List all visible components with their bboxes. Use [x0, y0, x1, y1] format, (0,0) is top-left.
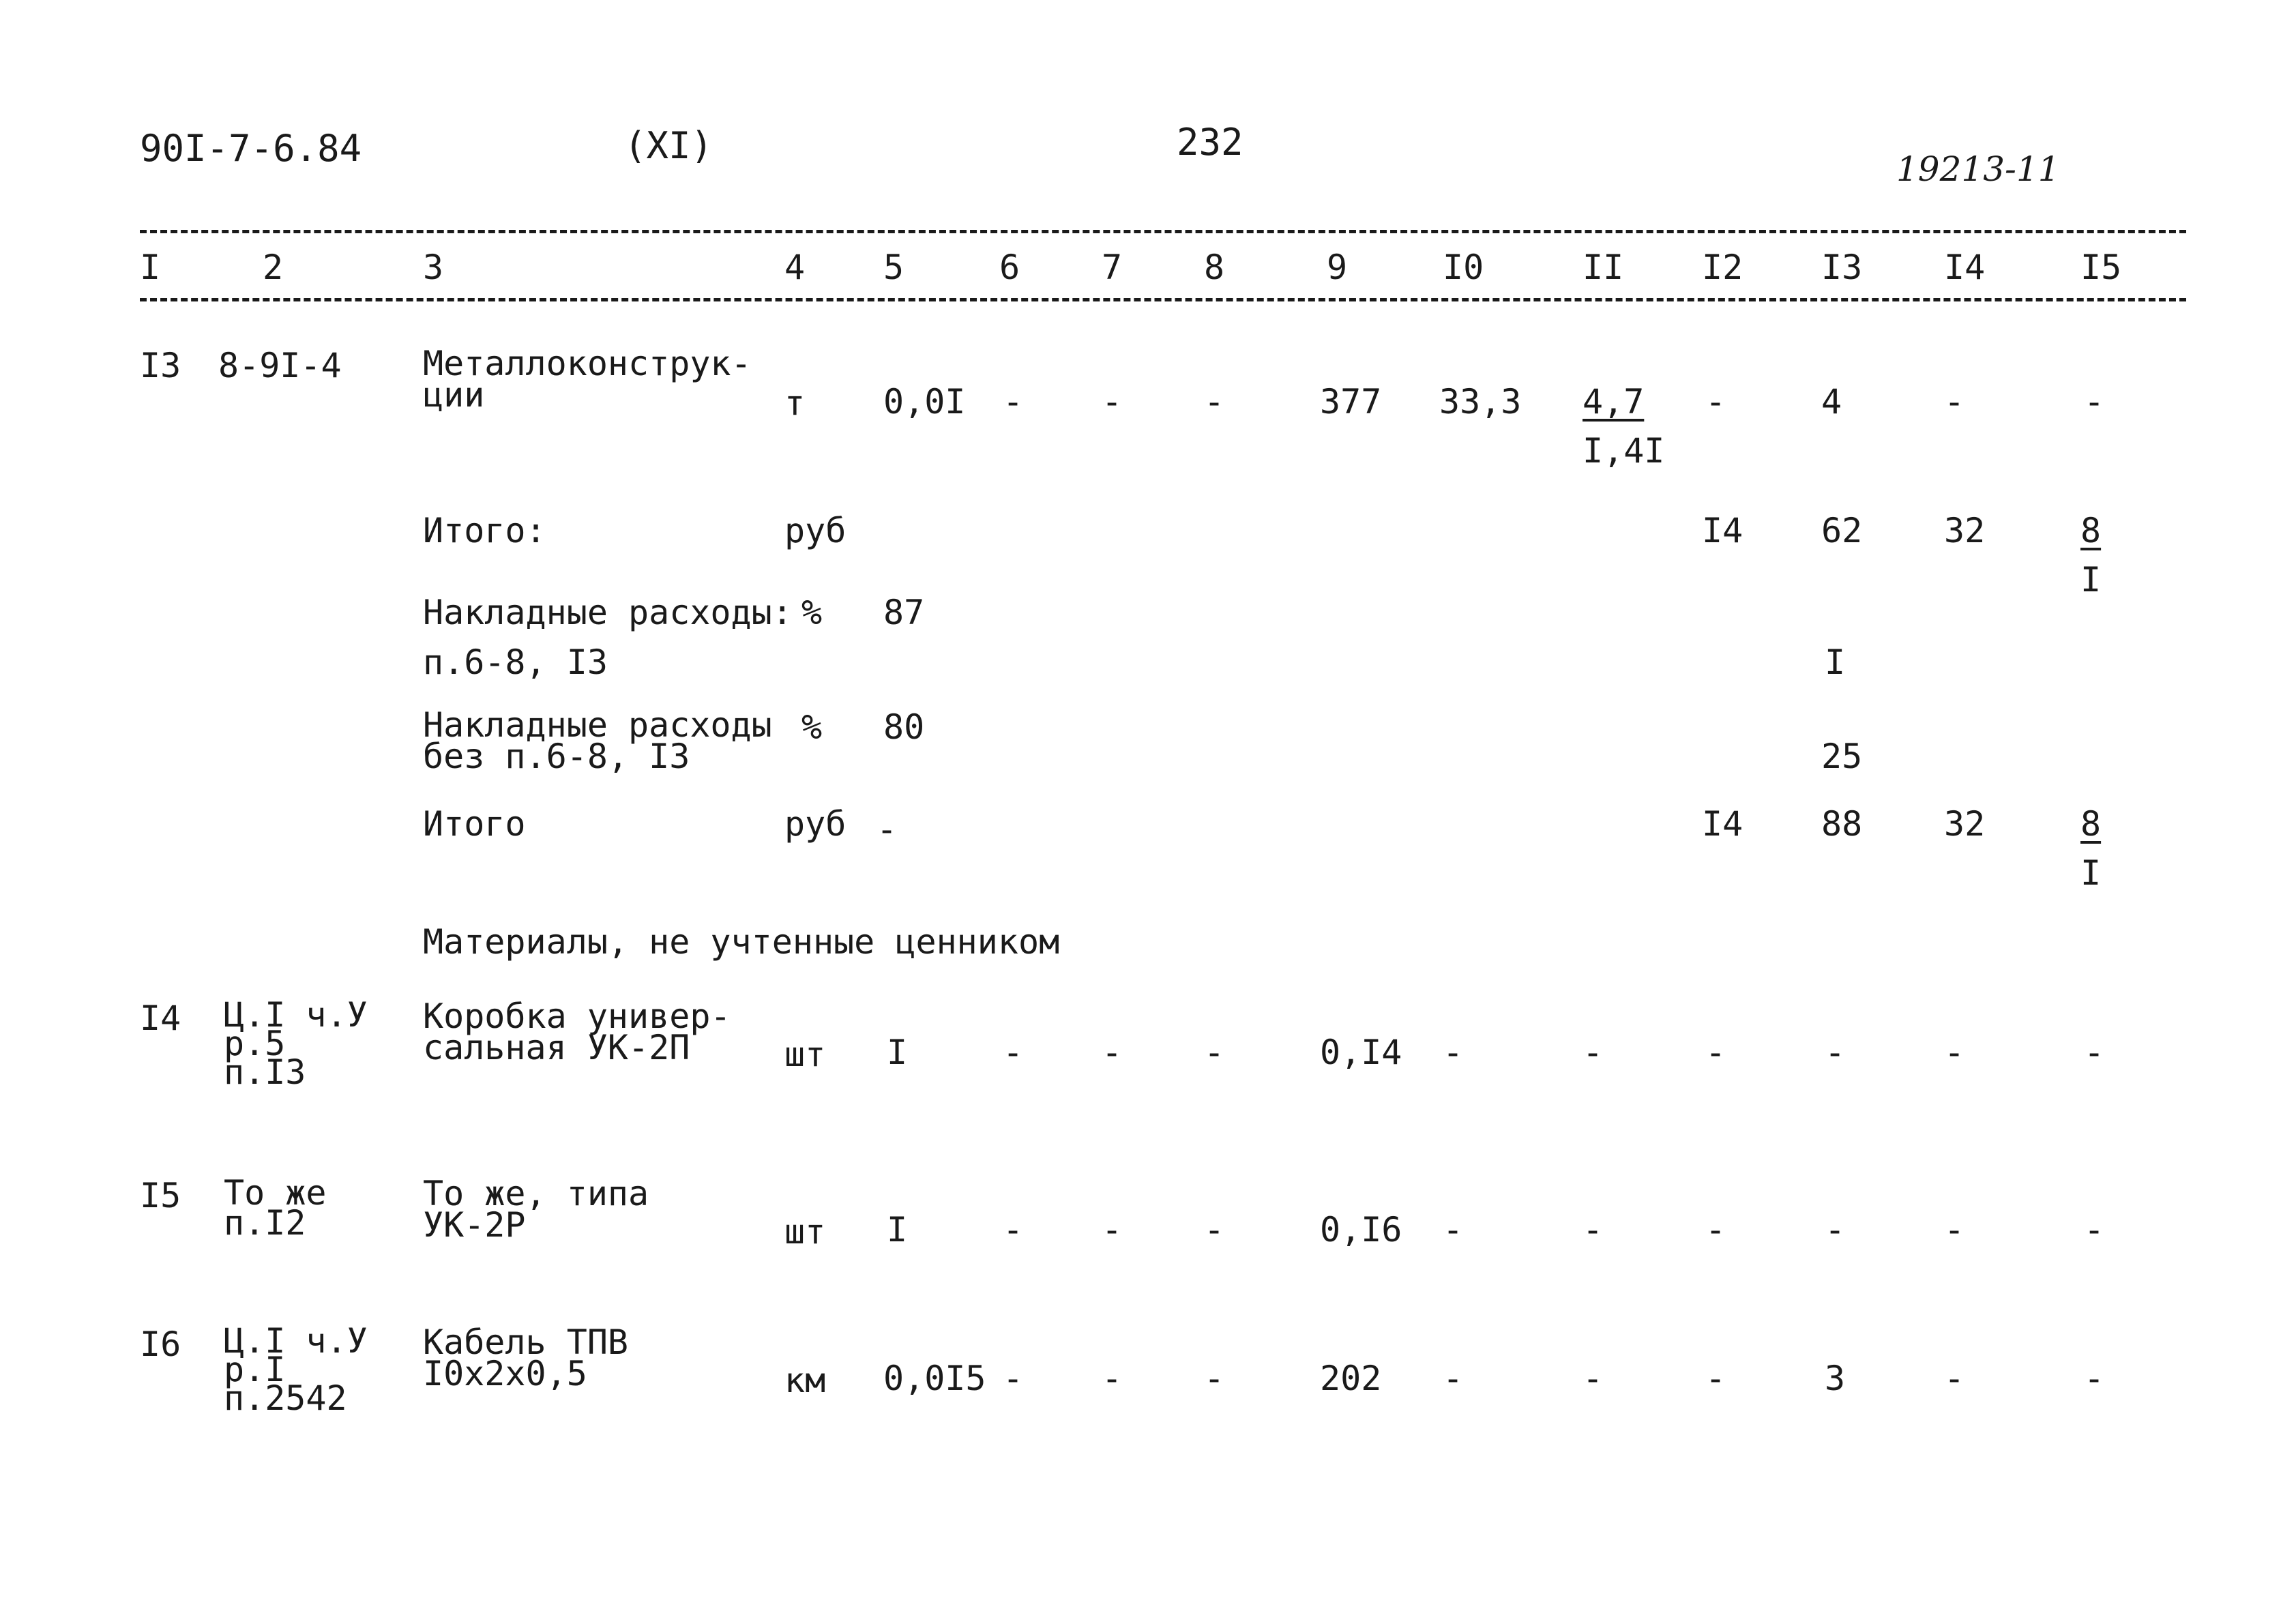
header-rule-top [140, 230, 2186, 233]
row14-col13: - [1825, 1033, 1846, 1072]
total1-col12: I4 [1702, 511, 1743, 550]
row14-col14: - [1944, 1033, 1965, 1072]
row13-col10: 33,3 [1439, 382, 1522, 422]
row15-col14: - [1944, 1210, 1965, 1250]
row14-qty: I [887, 1033, 908, 1072]
total2-col15-numerator: 8 [2080, 804, 2102, 844]
row14-col6: - [1003, 1033, 1024, 1072]
row16-col8: - [1204, 1359, 1225, 1398]
row14-col10: - [1443, 1033, 1464, 1072]
row14-name: Коробка универ- сальная УК-2П [423, 996, 731, 1067]
row13-col14: - [1944, 382, 1965, 422]
row16-number: I6 [140, 1325, 181, 1364]
total1-unit: руб [784, 511, 847, 550]
row13-name: Металлоконструк- ции [423, 344, 752, 415]
col-header-1: I [140, 248, 161, 287]
row16-col15: - [2084, 1359, 2105, 1398]
row15-name: То же, типа УК-2Р [423, 1174, 649, 1245]
row14-unit: шт [784, 1035, 826, 1074]
overhead2-unit: % [801, 707, 823, 747]
total2-col15-denominator: I [2080, 853, 2102, 893]
row15-col13: - [1825, 1210, 1846, 1250]
row14-col7: - [1102, 1033, 1123, 1072]
row14-col8: - [1204, 1033, 1225, 1072]
row16-name: Кабель ТПВ I0х2х0,5 [423, 1322, 629, 1393]
header-rule-bottom [140, 298, 2186, 301]
overhead1-label: Накладные расходы: [423, 593, 793, 632]
total2-col12: I4 [1702, 804, 1743, 844]
col-header-14: I4 [1944, 248, 1986, 287]
row16-unit: км [784, 1361, 826, 1400]
row13-unit: т [784, 383, 806, 423]
row13-col12: - [1705, 382, 1726, 422]
row16-col11: - [1583, 1359, 1604, 1398]
row15-unit: шт [784, 1212, 826, 1252]
total1-col15-numerator: 8 [2080, 511, 2102, 550]
row13-col11-denominator: I,4I [1583, 431, 1665, 471]
overhead2-col13: 25 [1821, 737, 1863, 776]
total2-unit: руб [784, 804, 847, 844]
overhead2-percent: 80 [883, 707, 925, 747]
row16-col7: - [1102, 1359, 1123, 1398]
col-header-12: I2 [1702, 248, 1743, 287]
row15-col9: 0,I6 [1320, 1210, 1402, 1250]
row15-col7: - [1102, 1210, 1123, 1250]
overhead1-unit: % [801, 593, 823, 632]
col-header-11: II [1583, 248, 1624, 287]
row16-col10: - [1443, 1359, 1464, 1398]
total1-col14: 32 [1944, 511, 1986, 550]
row16-code: Ц.I ч.У р.I п.2542 [224, 1321, 368, 1418]
col-header-3: 3 [423, 248, 444, 287]
row15-number: I5 [140, 1176, 181, 1215]
row13-col7: - [1102, 382, 1123, 422]
col-header-2: 2 [263, 248, 284, 287]
row13-col9: 377 [1320, 382, 1382, 422]
row15-col6: - [1003, 1210, 1024, 1250]
overhead1-percent: 87 [883, 593, 925, 632]
overhead2-label: Накладные расходы без п.6-8, I3 [423, 705, 772, 776]
row16-col6: - [1003, 1359, 1024, 1398]
row15-code: То же п.I2 [224, 1173, 327, 1243]
row13-col8: - [1204, 382, 1225, 422]
col-header-13: I3 [1821, 248, 1863, 287]
row14-col12: - [1705, 1033, 1726, 1072]
row15-qty: I [887, 1210, 908, 1250]
row14-number: I4 [140, 999, 181, 1038]
col-header-7: 7 [1102, 248, 1123, 287]
row14-code: Ц.I ч.У р.5 п.I3 [224, 995, 368, 1092]
row13-qty: 0,0I [883, 382, 966, 422]
volume-number: (XI) [624, 124, 713, 167]
row16-col13: 3 [1825, 1359, 1846, 1398]
row13-code: 8-9I-4 [218, 346, 342, 385]
col-header-10: I0 [1443, 248, 1484, 287]
col-header-6: 6 [999, 248, 1020, 287]
row13-col11-numerator: 4,7 [1583, 382, 1645, 422]
row15-col10: - [1443, 1210, 1464, 1250]
page-number: 232 [1177, 121, 1243, 164]
row14-col15: - [2084, 1033, 2105, 1072]
col-header-4: 4 [784, 248, 806, 287]
total2-col14: 32 [1944, 804, 1986, 844]
row15-col15: - [2084, 1210, 2105, 1250]
col-header-9: 9 [1327, 248, 1348, 287]
materials-heading: Материалы, не учтенные ценником [423, 922, 1060, 962]
row13-col15: - [2084, 382, 2105, 422]
overhead1-sublabel: п.6-8, I3 [423, 642, 608, 682]
overhead1-col13: I [1825, 642, 1846, 682]
total1-label: Итого: [423, 511, 546, 550]
row15-col12: - [1705, 1210, 1726, 1250]
total2-col13: 88 [1821, 804, 1863, 844]
col-header-5: 5 [883, 248, 904, 287]
row15-col11: - [1583, 1210, 1604, 1250]
total2-mark: - [877, 810, 898, 849]
row16-col14: - [1944, 1359, 1965, 1398]
total1-col13: 62 [1821, 511, 1863, 550]
row13-col13: 4 [1821, 382, 1842, 422]
row15-col8: - [1204, 1210, 1225, 1250]
total2-label: Итого [423, 804, 526, 844]
row13-number: I3 [140, 346, 181, 385]
row16-col9: 202 [1320, 1359, 1382, 1398]
handwritten-code: 19213-11 [1896, 149, 2060, 189]
col-header-8: 8 [1204, 248, 1225, 287]
total1-col15-denominator: I [2080, 560, 2102, 600]
col-header-15: I5 [2080, 248, 2122, 287]
row14-col11: - [1583, 1033, 1604, 1072]
document-code: 90I-7-6.84 [140, 127, 362, 170]
row14-col9: 0,I4 [1320, 1033, 1402, 1072]
row16-qty: 0,0I5 [883, 1359, 986, 1398]
row16-col12: - [1705, 1359, 1726, 1398]
row13-col6: - [1003, 382, 1024, 422]
